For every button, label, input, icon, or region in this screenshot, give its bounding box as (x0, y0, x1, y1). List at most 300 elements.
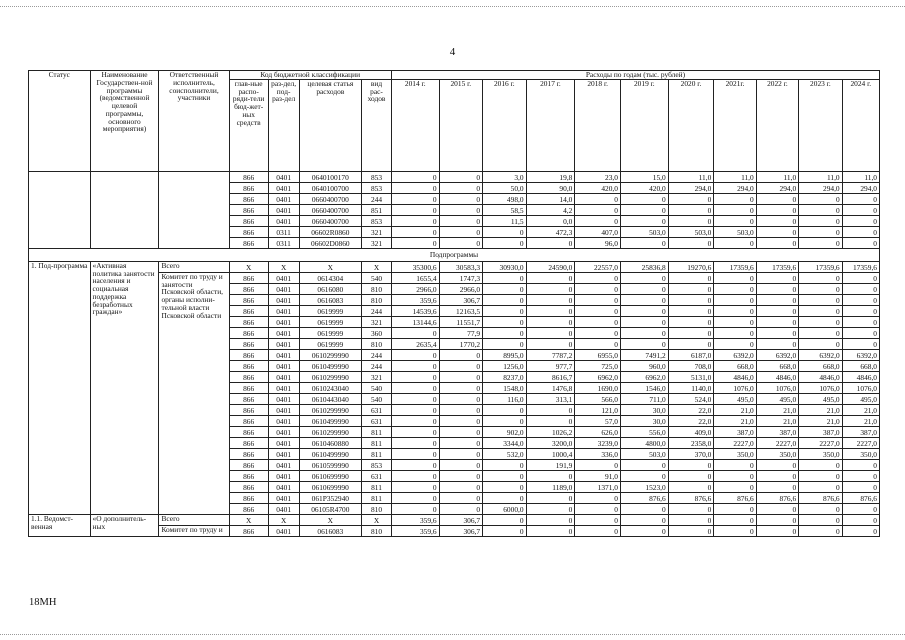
cell-amount: 11551,7 (439, 316, 482, 327)
header-year: 2018 г. (575, 79, 621, 171)
cell-csr: 0619999 (299, 305, 362, 316)
cell-vr: 853 (362, 215, 392, 226)
cell-amount: 0 (756, 226, 798, 237)
cell-csr: 0614304 (299, 272, 362, 283)
subprogram-total-label: Всего (159, 261, 229, 272)
cell-rzpr: 0401 (268, 305, 299, 316)
cell-amount: 0 (483, 305, 526, 316)
cell-amount: 0 (439, 371, 482, 382)
cell-vr: 853 (362, 459, 392, 470)
cell-amount: 503,0 (620, 448, 668, 459)
cell-amount: 6187,0 (668, 349, 714, 360)
cell-code: X (268, 261, 299, 272)
cell-amount: 370,0 (668, 448, 714, 459)
cell-amount: 1076,0 (714, 382, 756, 393)
cell-amount: 0 (842, 226, 879, 237)
cell-csr: 0640100700 (299, 182, 362, 193)
cell-amount: 2227,0 (799, 437, 842, 448)
cell-amount: 0 (842, 294, 879, 305)
cell-vr: 540 (362, 382, 392, 393)
cell-amount: 2358,0 (668, 437, 714, 448)
cell-amount: 22,0 (668, 404, 714, 415)
cell-amount: 359,6 (391, 294, 439, 305)
cell-grbs: 866 (229, 316, 268, 327)
cell-amount: 0 (668, 294, 714, 305)
cell-amount: 0 (575, 525, 621, 536)
cell-amount: 191,9 (526, 459, 575, 470)
cell-vr: 811 (362, 492, 392, 503)
cell-amount: 0 (756, 503, 798, 514)
cell-amount: 2227,0 (756, 437, 798, 448)
cell-amount: 11,0 (842, 171, 879, 182)
cell-amount: 96,0 (575, 237, 621, 248)
cell-amount: 556,0 (620, 426, 668, 437)
cell-amount: 23,0 (575, 171, 621, 182)
cell-amount: 3239,0 (575, 437, 621, 448)
cell-amount: 708,0 (668, 360, 714, 371)
cell-amount: 22557,0 (575, 261, 621, 272)
cell-amount: 336,0 (575, 448, 621, 459)
cell-amount: 12163,5 (439, 305, 482, 316)
cell-grbs: 866 (229, 404, 268, 415)
cell-amount: 58,5 (483, 204, 526, 215)
cell-vr: 321 (362, 371, 392, 382)
cell-amount: 668,0 (799, 360, 842, 371)
cell-amount: 350,0 (714, 448, 756, 459)
cell-amount: 902,0 (483, 426, 526, 437)
cell-amount: 0 (575, 204, 621, 215)
cell-amount: 0 (756, 283, 798, 294)
cell-amount: 0 (714, 204, 756, 215)
cell-amount: 4846,0 (842, 371, 879, 382)
cell-amount: 0 (799, 305, 842, 316)
cell-grbs: 866 (229, 215, 268, 226)
header-csr: целевая статья расходов (299, 79, 362, 171)
cell-amount: 11,0 (714, 171, 756, 182)
cell-amount: 0 (799, 272, 842, 283)
measure-name: «О дополнитель-ных (90, 514, 159, 536)
cell-amount: 0 (799, 316, 842, 327)
cell-amount: 0 (842, 316, 879, 327)
cell-rzpr: 0401 (268, 492, 299, 503)
cell-rzpr: 0401 (268, 426, 299, 437)
cell-amount: 0 (391, 448, 439, 459)
cell-amount: 0 (842, 204, 879, 215)
cell-amount: 1076,0 (756, 382, 798, 393)
subprogram-total-row (29, 261, 880, 272)
cell-amount: 0 (714, 514, 756, 525)
cell-amount: 0 (799, 503, 842, 514)
cell-amount: 0 (439, 459, 482, 470)
cell-amount: 387,0 (799, 426, 842, 437)
cell-amount: 0 (620, 283, 668, 294)
cell-amount: 0 (620, 204, 668, 215)
cell-amount: 0 (439, 382, 482, 393)
cell-vr: 321 (362, 226, 392, 237)
cell-code: X (362, 261, 392, 272)
cell-amount: 0 (391, 382, 439, 393)
cell-amount: 0 (620, 215, 668, 226)
cell-amount: 0 (668, 338, 714, 349)
cell-amount: 77,9 (439, 327, 482, 338)
cell-csr: 06105R4700 (299, 503, 362, 514)
cell-vr: 811 (362, 448, 392, 459)
cell-amount: 1076,0 (842, 382, 879, 393)
cell-amount: 0 (526, 305, 575, 316)
cell-code: X (299, 261, 362, 272)
cell-amount: 0 (526, 272, 575, 283)
cell-amount: 0 (483, 272, 526, 283)
cell-amount: 0 (799, 338, 842, 349)
cell-amount: 0 (391, 204, 439, 215)
header-rzpr: раз-дел, под-раз-дел (268, 79, 299, 171)
cell-amount: 2966,0 (439, 283, 482, 294)
cell-vr: 321 (362, 237, 392, 248)
cell-amount: 6392,0 (842, 349, 879, 360)
cell-amount: 0 (439, 204, 482, 215)
cell-amount: 350,0 (799, 448, 842, 459)
cell-amount: 0 (842, 525, 879, 536)
cell-amount: 0 (668, 470, 714, 481)
cell-amount: 1000,4 (526, 448, 575, 459)
measure-total-label: Всего (159, 514, 229, 525)
cell-amount: 21,0 (714, 415, 756, 426)
cell-rzpr: 0401 (268, 415, 299, 426)
cell-grbs: 866 (229, 371, 268, 382)
cell-amount: 0 (799, 204, 842, 215)
cell-rzpr: 0401 (268, 503, 299, 514)
cell-amount: 0 (756, 294, 798, 305)
cell-grbs: 866 (229, 193, 268, 204)
cell-amount: 14539,6 (391, 305, 439, 316)
cell-rzpr: 0401 (268, 204, 299, 215)
cell-amount: 0 (391, 503, 439, 514)
cell-amount: 50,0 (483, 182, 526, 193)
cell-amount: 21,0 (756, 415, 798, 426)
cell-amount: 350,0 (756, 448, 798, 459)
cell-amount: 3,0 (483, 171, 526, 182)
cell-amount: 668,0 (756, 360, 798, 371)
cell-vr: 811 (362, 481, 392, 492)
cell-grbs: 866 (229, 226, 268, 237)
cell-amount: 0 (526, 492, 575, 503)
cell-amount: 306,7 (439, 525, 482, 536)
cell-amount: 0 (756, 338, 798, 349)
cell-amount: 0 (439, 393, 482, 404)
cell-amount: 0 (620, 459, 668, 470)
cell-grbs: 866 (229, 338, 268, 349)
cell-amount: 7491,2 (620, 349, 668, 360)
measure-executor: Комитет по труду и (159, 525, 229, 536)
cell-amount: 6962,0 (575, 371, 621, 382)
cell-amount: 0 (575, 338, 621, 349)
header-year: 2021г. (714, 79, 756, 171)
cell-amount: 0 (439, 404, 482, 415)
cell-amount: 0 (668, 283, 714, 294)
cell-rzpr: 0401 (268, 316, 299, 327)
cell-amount: 0 (391, 481, 439, 492)
cell-vr: 244 (362, 193, 392, 204)
cell-grbs: 866 (229, 171, 268, 182)
cell-rzpr: 0401 (268, 215, 299, 226)
cell-amount: 21,0 (756, 404, 798, 415)
cell-amount: 0 (575, 305, 621, 316)
cell-amount: 495,0 (714, 393, 756, 404)
cell-amount: 0 (620, 338, 668, 349)
cell-amount: 30,0 (620, 415, 668, 426)
cell-code: X (299, 514, 362, 525)
cell-amount: 0 (391, 327, 439, 338)
cell-amount: 0 (842, 327, 879, 338)
cell-amount: 566,0 (575, 393, 621, 404)
cell-amount: 0 (714, 215, 756, 226)
cell-amount: 0 (439, 437, 482, 448)
cell-amount: 495,0 (842, 393, 879, 404)
cell-amount: 0 (526, 237, 575, 248)
cell-amount: 0 (526, 415, 575, 426)
cell-rzpr: 0401 (268, 182, 299, 193)
cell-grbs: 866 (229, 294, 268, 305)
cell-amount: 294,0 (756, 182, 798, 193)
cell-amount: 0 (842, 215, 879, 226)
cell-amount: 503,0 (714, 226, 756, 237)
cell-rzpr: 0401 (268, 327, 299, 338)
cell-amount: 0 (483, 492, 526, 503)
cell-amount: 0 (668, 459, 714, 470)
cell-amount: 1747,3 (439, 272, 482, 283)
cell-amount: 0 (620, 514, 668, 525)
cell-amount: 8995,0 (483, 349, 526, 360)
cell-status-empty (29, 171, 91, 248)
cell-amount: 0 (842, 193, 879, 204)
cell-grbs: 866 (229, 360, 268, 371)
cell-amount: 0 (391, 437, 439, 448)
measure-total-row (29, 514, 880, 525)
cell-amount: 0 (756, 237, 798, 248)
cell-vr: 244 (362, 305, 392, 316)
cell-rzpr: 0401 (268, 360, 299, 371)
cell-grbs: 866 (229, 283, 268, 294)
cell-csr: 06602D0860 (299, 237, 362, 248)
cell-grbs: 866 (229, 349, 268, 360)
cell-amount: 0 (842, 459, 879, 470)
cell-amount: 0 (714, 272, 756, 283)
cell-grbs: 866 (229, 525, 268, 536)
cell-rzpr: 0401 (268, 459, 299, 470)
cell-amount: 0 (668, 193, 714, 204)
cell-amount: 2227,0 (714, 437, 756, 448)
cell-csr: 0610699990 (299, 481, 362, 492)
header-year: 2014 г. (391, 79, 439, 171)
cell-rzpr: 0401 (268, 338, 299, 349)
cell-amount: 0 (575, 283, 621, 294)
cell-csr: 0610243040 (299, 382, 362, 393)
cell-amount: 1546,0 (620, 382, 668, 393)
cell-amount: 0 (714, 316, 756, 327)
cell-grbs: 866 (229, 327, 268, 338)
cell-amount: 524,0 (668, 393, 714, 404)
cell-amount: 387,0 (842, 426, 879, 437)
cell-vr: 810 (362, 283, 392, 294)
cell-rzpr: 0401 (268, 437, 299, 448)
cell-amount: 8237,0 (483, 371, 526, 382)
cell-amount: 22,0 (668, 415, 714, 426)
cell-amount: 0 (439, 360, 482, 371)
cell-amount: 0 (620, 272, 668, 283)
cell-amount: 0 (391, 226, 439, 237)
cell-amount: 0 (714, 283, 756, 294)
cell-grbs: 866 (229, 437, 268, 448)
cell-amount: 0 (526, 327, 575, 338)
cell-amount: 0 (575, 459, 621, 470)
cell-csr: 0610443040 (299, 393, 362, 404)
cell-csr: 0619999 (299, 338, 362, 349)
cell-vr: 810 (362, 503, 392, 514)
cell-vr: 321 (362, 316, 392, 327)
cell-amount: 409,0 (668, 426, 714, 437)
header-year: 2023 г. (799, 79, 842, 171)
cell-amount: 4846,0 (756, 371, 798, 382)
cell-amount: 0 (575, 503, 621, 514)
cell-csr: 0660400700 (299, 193, 362, 204)
cell-amount: 0 (483, 404, 526, 415)
footer-code: 18МН (29, 597, 57, 608)
cell-amount: 876,6 (756, 492, 798, 503)
budget-table (28, 70, 880, 537)
cell-csr: 0610460880 (299, 437, 362, 448)
cell-amount: 0 (620, 525, 668, 536)
cell-amount: 0 (842, 503, 879, 514)
cell-amount: 0 (575, 215, 621, 226)
cell-amount: 0 (526, 514, 575, 525)
subprogram-executor: Комитет по труду и занятости Псковской области, органы исполни-тельной власти Псковской области (159, 272, 229, 514)
cell-amount: 0 (439, 182, 482, 193)
cell-amount: 313,1 (526, 393, 575, 404)
cell-amount: 0 (483, 316, 526, 327)
cell-amount: 668,0 (714, 360, 756, 371)
cell-amount: 0 (799, 514, 842, 525)
cell-amount: 0 (391, 404, 439, 415)
cell-amount: 0 (483, 237, 526, 248)
cell-csr: 0610299990 (299, 371, 362, 382)
cell-grbs: 866 (229, 182, 268, 193)
cell-amount: 0 (842, 470, 879, 481)
cell-amount: 1523,0 (620, 481, 668, 492)
cell-csr: 0610699990 (299, 470, 362, 481)
cell-amount: 6392,0 (714, 349, 756, 360)
cell-amount: 306,7 (439, 514, 482, 525)
cell-vr: 810 (362, 338, 392, 349)
cell-amount: 0 (756, 305, 798, 316)
measure-status: 1.1. Ведомст-венная (29, 514, 91, 536)
cell-amount: 0 (668, 204, 714, 215)
cell-amount: 2227,0 (842, 437, 879, 448)
cell-amount: 1076,0 (799, 382, 842, 393)
header-name: Наименование Государствен-ной программы (ведомственной целевой программы, основного мероприятия) (90, 71, 159, 172)
header-year: 2016 г. (483, 79, 526, 171)
cell-grbs: 866 (229, 470, 268, 481)
cell-amount: 0 (620, 503, 668, 514)
cell-amount: 17359,6 (799, 261, 842, 272)
cell-amount: 306,7 (439, 294, 482, 305)
cell-rzpr: 0401 (268, 272, 299, 283)
cell-code: X (229, 261, 268, 272)
cell-vr: 810 (362, 294, 392, 305)
cell-amount: 0 (799, 294, 842, 305)
cell-amount: 0 (714, 503, 756, 514)
cell-csr: 0610499990 (299, 360, 362, 371)
cell-amount: 668,0 (842, 360, 879, 371)
cell-grbs: 866 (229, 426, 268, 437)
cell-grbs: 866 (229, 459, 268, 470)
cell-amount: 0 (439, 470, 482, 481)
cell-amount: 8616,7 (526, 371, 575, 382)
cell-amount: 0 (526, 294, 575, 305)
cell-amount: 294,0 (842, 182, 879, 193)
cell-amount: 0 (714, 327, 756, 338)
header-status: Статус (29, 71, 91, 172)
cell-amount: 0 (483, 338, 526, 349)
cell-amount: 0 (526, 283, 575, 294)
cell-amount: 0 (575, 492, 621, 503)
cell-amount: 0 (799, 283, 842, 294)
cell-amount: 0 (391, 459, 439, 470)
cell-amount: 0 (668, 481, 714, 492)
cell-vr: 631 (362, 415, 392, 426)
cell-vr: 244 (362, 360, 392, 371)
cell-amount: 0 (483, 415, 526, 426)
cell-amount: 6392,0 (756, 349, 798, 360)
cell-amount: 25836,8 (620, 261, 668, 272)
subprogram-name: «Активная политика занятости населения и социальная поддержка безработных граждан» (90, 261, 159, 514)
cell-amount: 0 (483, 459, 526, 470)
cell-amount: 0 (439, 492, 482, 503)
cell-csr: 0660400700 (299, 215, 362, 226)
header-year: 2019 г. (620, 79, 668, 171)
cell-amount: 0 (439, 426, 482, 437)
cell-amount: 0 (756, 204, 798, 215)
cell-amount: 0 (756, 215, 798, 226)
cell-csr: 0610299990 (299, 426, 362, 437)
cell-amount: 350,0 (842, 448, 879, 459)
cell-amount: 0 (439, 448, 482, 459)
cell-amount: 91,0 (575, 470, 621, 481)
cell-amount: 0 (439, 481, 482, 492)
header-expenses-group: Расходы по годам (тыс. рублей) (391, 71, 879, 80)
cell-rzpr: 0401 (268, 371, 299, 382)
cell-amount: 17359,6 (756, 261, 798, 272)
cell-amount: 0 (391, 492, 439, 503)
cell-vr: 853 (362, 182, 392, 193)
cell-amount: 0 (668, 327, 714, 338)
cell-amount: 21,0 (799, 415, 842, 426)
cell-amount: 0 (799, 459, 842, 470)
cell-amount: 0 (668, 316, 714, 327)
cell-amount: 876,6 (842, 492, 879, 503)
cell-code: X (229, 514, 268, 525)
cell-amount: 0 (620, 294, 668, 305)
cell-amount: 0 (439, 349, 482, 360)
cell-amount: 17359,6 (842, 261, 879, 272)
cell-amount: 0 (799, 470, 842, 481)
cell-amount: 0 (391, 360, 439, 371)
cell-amount: 11,5 (483, 215, 526, 226)
cell-amount: 0 (439, 503, 482, 514)
cell-amount: 0 (756, 514, 798, 525)
cell-csr: 0616080 (299, 283, 362, 294)
cell-executor-empty (159, 171, 229, 248)
cell-amount: 0 (756, 327, 798, 338)
